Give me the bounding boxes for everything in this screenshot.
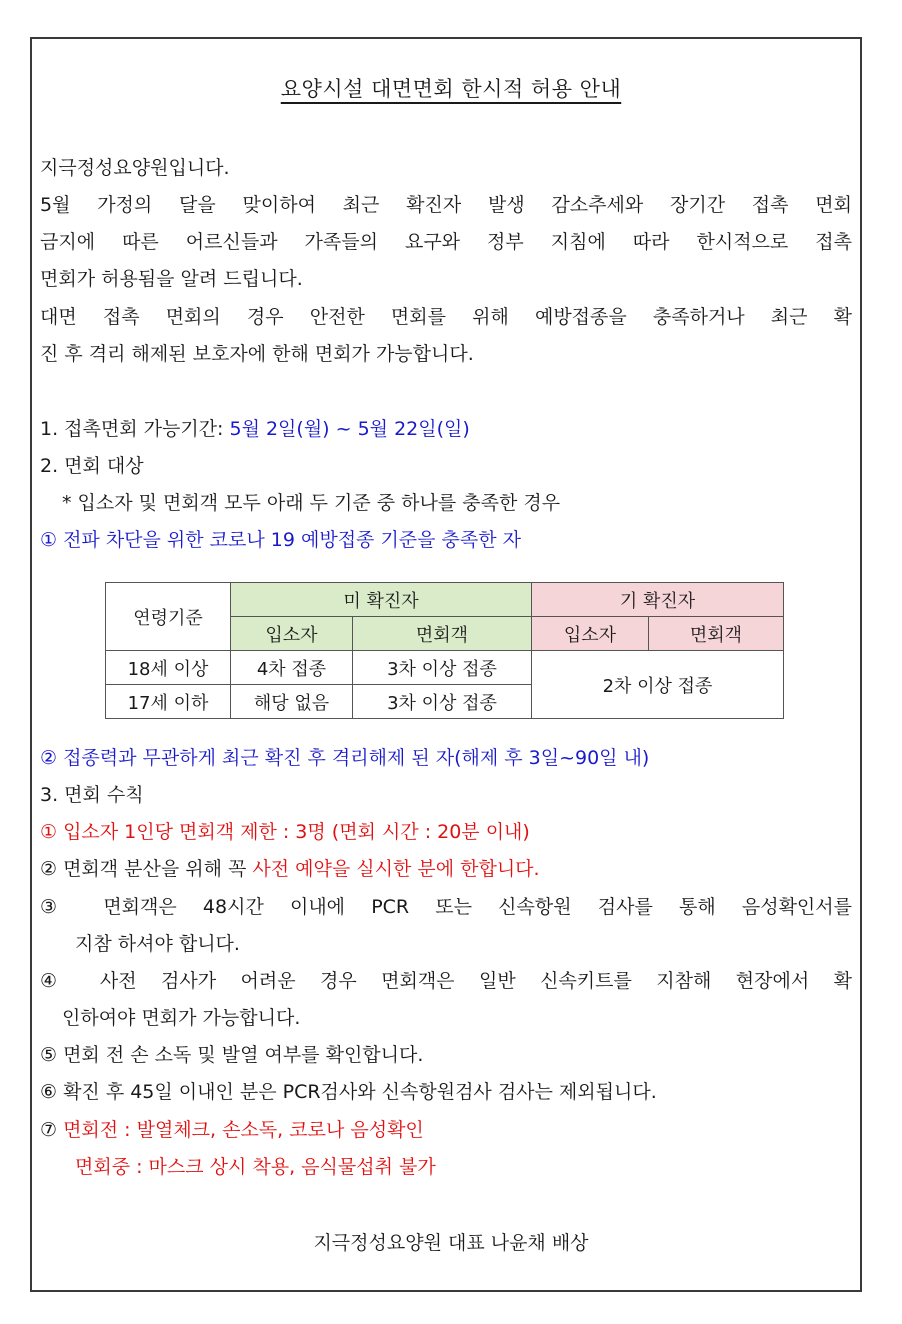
rule-6: ⑥ 확진 후 45일 이내인 분은 PCR검사와 신속항원검사 검사는 제외됩니다.	[40, 1081, 657, 1103]
criterion-2: ② 접종력과 무관하게 최근 확진 후 격리해제 된 자(해제 후 3일~90일 내)	[40, 747, 650, 769]
target-note: * 입소자 및 면회객 모두 아래 두 기준 중 하나를 충족한 경우	[62, 492, 561, 514]
intro-line-6: 진 후 격리 해제된 보호자에 한해 면회가 가능합니다.	[40, 343, 474, 365]
confirmed-value: 2차 이상 접종	[532, 651, 784, 719]
intro-line-3: 금지에 따른 어르신들과 가족들의 요구와 정부 지침에 따라 한시적으로 접촉	[40, 231, 852, 253]
rule-7-line-2: 면회중 : 마스크 상시 착용, 음식물섭취 불가	[75, 1156, 436, 1178]
row-resident: 해당 없음	[231, 685, 353, 719]
intro-line-4: 면회가 허용됨을 알려 드립니다.	[40, 268, 303, 290]
rule-2-prefix: ② 면회객 분산을 위해 꼭	[40, 858, 253, 880]
notice-title: 요양시설 대면면회 한시적 허용 안내	[280, 77, 622, 101]
rule-3-line-1: ③ 면회객은 48시간 이내에 PCR 또는 신속항원 검사를 통해 음성확인서를	[40, 896, 852, 918]
period-line	[40, 417, 852, 441]
period-value: 5월 2일(월) ~ 5월 22일(일)	[229, 418, 470, 440]
row-resident: 4차 접종	[231, 651, 353, 685]
rule-1: ① 입소자 1인당 면회객 제한 : 3명 (면회 시간 : 20분 이내)	[40, 821, 530, 843]
rule-3-line-2: 지참 하셔야 합니다.	[75, 933, 240, 955]
period-label: 1. 접촉면회 가능기간:	[40, 418, 230, 440]
row-visitor: 3차 이상 접종	[353, 685, 532, 719]
rule-4-line-2: 인하여야 면회가 가능합니다.	[62, 1007, 301, 1029]
unconfirmed-visitor-header: 면회객	[353, 617, 532, 651]
notice-title-wrap	[0, 73, 902, 103]
rule-7-line-1	[40, 1118, 852, 1142]
rule-4-line-1: ④ 사전 검사가 어려운 경우 면회객은 일반 신속키트를 지참해 현장에서 확	[40, 970, 852, 992]
rule-5: ⑤ 면회 전 손 소독 및 발열 여부를 확인합니다.	[40, 1044, 424, 1066]
confirmed-header: 기 확진자	[532, 583, 784, 617]
target-label: 2. 면회 대상	[40, 455, 144, 477]
intro-line-1: 지극정성요양원입니다.	[40, 157, 230, 179]
confirmed-visitor-header: 면회객	[649, 617, 784, 651]
row-visitor: 3차 이상 접종	[353, 651, 532, 685]
age-header: 연령기준	[106, 583, 231, 651]
table-row	[106, 651, 784, 685]
signature: 지극정성요양원 대표 나윤채 배상	[313, 1232, 589, 1254]
unconfirmed-resident-header: 입소자	[231, 617, 353, 651]
rule-2-emphasis: 사전 예약을 실시한 분에 한합니다.	[252, 858, 540, 880]
row-age: 18세 이상	[106, 651, 231, 685]
eligibility-table	[105, 582, 784, 719]
criterion-1: ① 전파 차단을 위한 코로나 19 예방접종 기준을 충족한 자	[40, 529, 522, 551]
rule-2	[40, 857, 852, 881]
row-age: 17세 이하	[106, 685, 231, 719]
confirmed-resident-header: 입소자	[532, 617, 649, 651]
rule-7-prefix: ⑦	[40, 1119, 64, 1141]
intro-line-2: 5월 가정의 달을 맞이하여 최근 확진자 발생 감소추세와 장기간 접촉 면회	[40, 194, 852, 216]
rules-label: 3. 면회 수칙	[40, 784, 144, 806]
intro-line-5: 대면 접촉 면회의 경우 안전한 면회를 위해 예방접종을 충족하거나 최근 확	[40, 306, 852, 328]
rule-7-before: 면회전 : 발열체크, 손소독, 코로나 음성확인	[63, 1119, 424, 1141]
unconfirmed-header: 미 확진자	[231, 583, 532, 617]
